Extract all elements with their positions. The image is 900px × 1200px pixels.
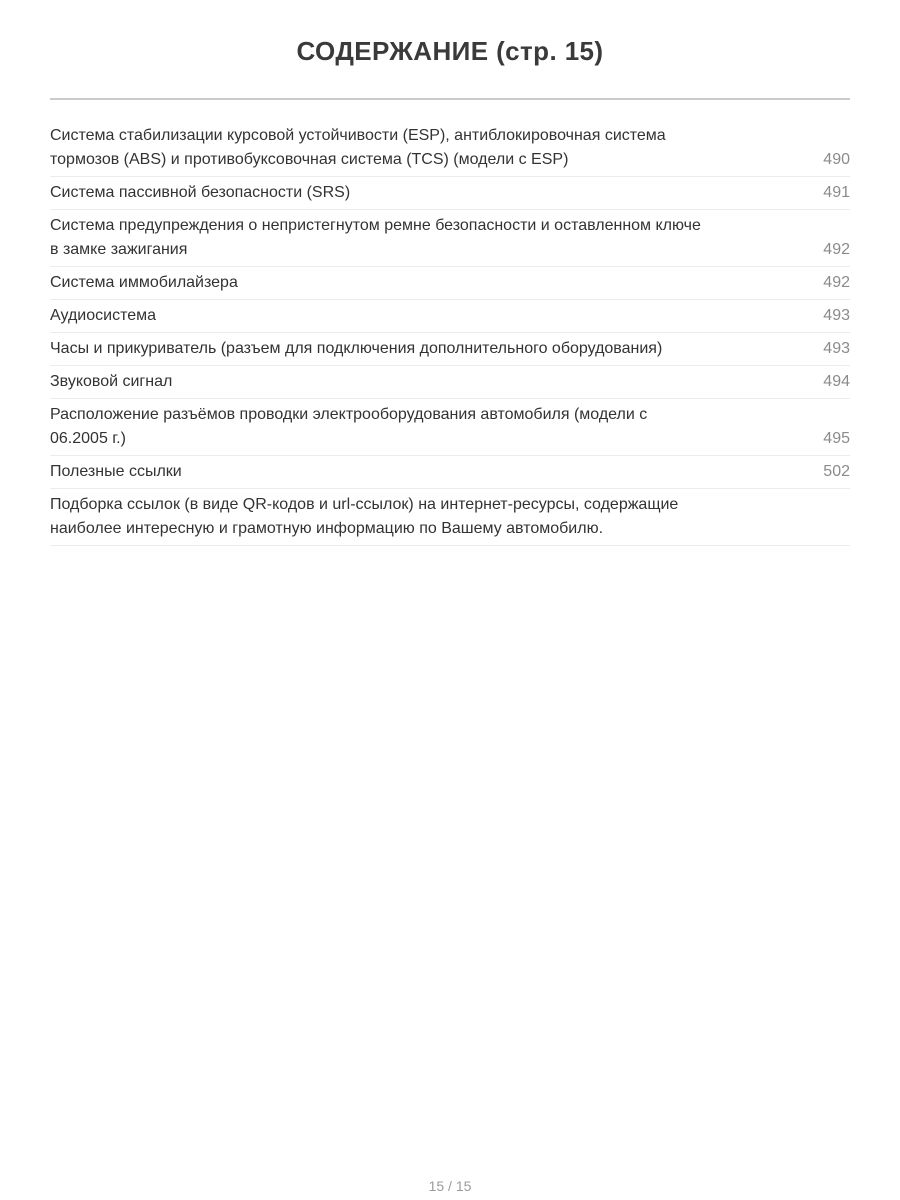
toc-entry-page: 495 — [823, 430, 850, 447]
page-content — [50, 36, 850, 546]
page-number-indicator: 15 / 15 — [428, 1178, 472, 1194]
toc-row[interactable] — [50, 210, 850, 267]
toc-row[interactable] — [50, 366, 850, 399]
toc-row[interactable] — [50, 177, 850, 210]
toc-row[interactable] — [50, 100, 850, 177]
toc-entry-page: 493 — [823, 307, 850, 324]
toc-entry-label: Аудиосистема — [50, 307, 157, 324]
page-title: СОДЕРЖАНИЕ (стр. 15) — [296, 36, 604, 66]
toc-entry-label: Система пассивной безопасности (SRS) — [50, 184, 351, 201]
toc-entry-label: Система предупреждения о непристегнутом ремне безопасности и оставленном ключе в замке зажигания — [50, 217, 701, 258]
toc-entry-label: Расположение разъёмов проводки электрооборудования автомобиля (модели с 06.2005 г.) — [50, 406, 648, 447]
toc-row[interactable] — [50, 267, 850, 300]
toc-entry-label: Звуковой сигнал — [50, 373, 173, 390]
toc-entry-page: 494 — [823, 373, 850, 390]
toc-entry-page: 502 — [823, 463, 850, 480]
toc-row[interactable] — [50, 456, 850, 489]
toc-entry-label: Подборка ссылок (в виде QR-кодов и url-ссылок) на интернет-ресурсы, содержащие наиболее интересную и грамотную информацию по Вашему автомобилю. — [50, 496, 679, 537]
toc-entry-page: 492 — [823, 274, 850, 291]
toc-entry-label: Полезные ссылки — [50, 463, 182, 480]
toc-entry-page: 493 — [823, 340, 850, 357]
toc-entry-page: 491 — [823, 184, 850, 201]
toc-row[interactable] — [50, 333, 850, 366]
toc-entry-label: Система иммобилайзера — [50, 274, 238, 291]
toc-row[interactable] — [50, 489, 850, 546]
toc-entry-page: 492 — [823, 241, 850, 258]
toc-entry-label: Часы и прикуриватель (разъем для подключения дополнительного оборудования) — [50, 340, 663, 357]
toc-row[interactable] — [50, 300, 850, 333]
toc-row[interactable] — [50, 399, 850, 456]
toc-entry-label: Система стабилизации курсовой устойчивости (ESP), антиблокировочная система тормозов (ABS) и противобуксовочная система (TCS) (модели с ESP) — [50, 127, 666, 168]
toc-list — [50, 100, 850, 546]
toc-entry-page: 490 — [823, 151, 850, 168]
